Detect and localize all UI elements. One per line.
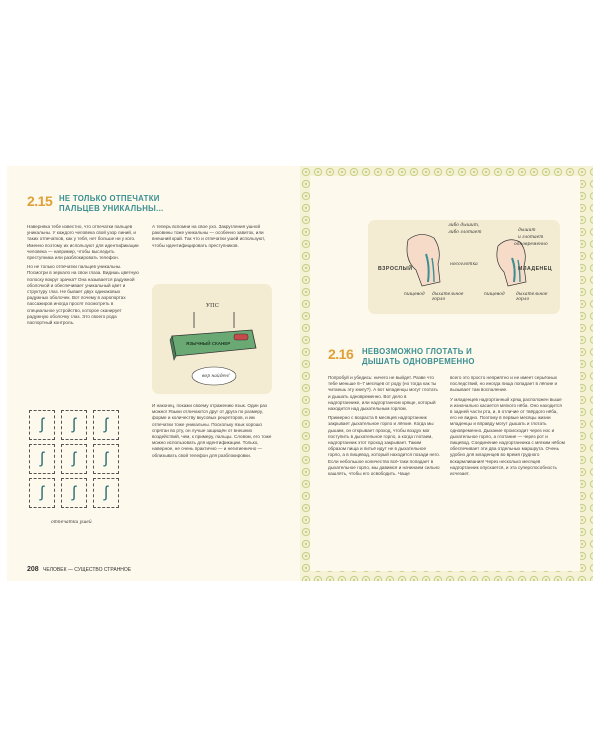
label-esophagus: пищевод xyxy=(404,292,425,297)
left-column-2-bottom xyxy=(152,403,272,462)
ear-print-icon: ʃ xyxy=(93,410,119,440)
ear-print-icon: ʃ xyxy=(61,410,87,440)
ear-print-icon: ʃ xyxy=(29,478,55,508)
label-nasopharynx: носоглотка xyxy=(450,262,478,267)
left-column-2-top xyxy=(152,224,272,252)
ear-print-icon: ʃ xyxy=(61,444,87,474)
label-simultaneously: одновременно xyxy=(514,242,548,247)
label-trachea: дыхательное горло xyxy=(516,292,548,302)
ear-print-icon: ʃ xyxy=(61,478,87,508)
running-title: ЧЕЛОВЕК — СУЩЕСТВО СТРАННОЕ xyxy=(43,567,132,573)
paragraph: Примерно с возраста 6 месяцев надгортанник закрывает дыхательное горло и лёгкие. Когда мы дышим, он открывает проход, чтобы воздух мог поступить в дыхательное горло, а когда глотаем, надгортанник этот проход закрывает. Таким образом пища и питьё идут не в дыхательное горло, а в пищевод, который находится позади него. Если небольшое количество всё-таки попадает в дыхательное горло, мы давимся и начинаем сильно кашлять, чтобы его освободить. Чаще xyxy=(328,415,440,477)
section-number: 2.15 xyxy=(27,193,53,209)
label-baby: МЛАДЕНЕЦ xyxy=(518,266,553,272)
tongue-scanner-illustration xyxy=(152,284,272,394)
ear-print-icon: ʃ xyxy=(93,478,119,508)
label-and-swallows: и глотает xyxy=(518,235,544,240)
left-column-1 xyxy=(27,224,142,329)
label-esophagus: пищевод xyxy=(484,292,505,297)
scanner-caption: вор найден! xyxy=(202,374,230,379)
right-content-area xyxy=(310,176,580,571)
ear-print-icon: ʃ xyxy=(29,410,55,440)
ear-print-icon: ʃ xyxy=(29,444,55,474)
label-breathes: дышит xyxy=(518,228,536,233)
label-or-swallows: либо глотает xyxy=(448,230,482,235)
section-number: 2.16 xyxy=(328,346,354,362)
ear-prints-grid xyxy=(29,410,121,514)
paragraph: А теперь вспомни на свое ухо. Закругления ушной раковины тоже уникальны — особенно завиток, или внешний край. Так что и отпечатки ушей используют, чтобы идентифицировать преступников. xyxy=(152,224,266,248)
scanner-label: ЯЗЫЧНЫЙ СКАНЕР xyxy=(186,341,231,346)
paragraph: всего это просто неприятно и не имеет серьёзных последствий, но иногда пища попадает в лёгкие и вызывает там воспаление. xyxy=(450,375,558,393)
paragraph: Попробуй и убедись: ничего не выйдет. Разве что тебе меньше 6–7 месяцев от роду (но тогда как ты читаешь эту книгу?). А вот младенцы могут глотать и дышать одновременно. Вот дело в надгортаннике, или надгортанном хряще, который находится над дыхательным горлом. xyxy=(328,375,438,412)
page-footer xyxy=(27,566,131,573)
book-spread xyxy=(7,166,593,581)
ear-caption: отпечатки ушей xyxy=(51,520,92,525)
page-number: 208 xyxy=(27,566,39,573)
right-column-2 xyxy=(450,375,565,480)
paragraph: И наконец, покажи своему отражению язык. Один раз можно! Языки отличаются друг от друга по размеру, форме и количеству вкусовых рецепторов, и им отпечатки тоже уникальны. Поскольку язык хорошо спрятан во рту, он лучше защищён от внешних воздействий, чем, к примеру, пальцы. Словом, его тоже можно использовать для идентификации. Только, наверное, не очень практично — и негигиенично — облизывать свой телефон для разблокировки. xyxy=(152,403,272,458)
paragraph: У младенцев надгортанный хрящ расположен выше и изначально касается мягкого нёба. Оно находится в задней части рта, и, в отличие от твёрдого нёба, его не видно. Поэтому в первые месяцы жизни младенцы и вправду могут дышать и глотать одновременно. Дыхание происходит через нос и дыхательное горло, а глотание — через рот и пищевод. Соединение надгортанника с мягким нёбом обеспечивает эти два отдельных маршрута. Очень удобно для младенцев во время грудного вскармливания! Через несколько месяцев надгортанник опускается, и эта суперспособность исчезает. xyxy=(450,396,565,477)
section-title: НЕ ТОЛЬКО ОТПЕЧАТКИ ПАЛЬЦЕВ УНИКАЛЬНЫ... xyxy=(59,194,164,213)
section-title: НЕВОЗМОЖНО ГЛОТАТЬ И ДЫШАТЬ ОДНОВРЕМЕННО xyxy=(362,347,475,366)
scanner-sign: УПС xyxy=(206,303,219,309)
label-adult: ВЗРОСЛЫЙ xyxy=(378,266,413,272)
right-page xyxy=(300,166,593,581)
label-either-breathes: либо дышит, xyxy=(448,223,480,228)
paragraph: Но не только отпечатки пальцев уникальны. Посмотри в зеркало на свои глаза. Видишь цветную полоску вокруг зрачка? Она называется радужной оболочкой и обеспечивает уникальный цвет и структуру глаз. Не бывает двух одинаковых радужных оболочек. Вот почему в аэропортах пассажиров иногда просят посмотреть в специальное устройство, которое сканирует радужную оболочку глаз. Это своего рода паспортный контроль. xyxy=(27,264,139,326)
paragraph: Наверняка тебе известно, что отпечатки пальцев уникальны. У каждого человека свой узор линий, и таких отпечатков, как у тебя, нет больше ни у кого. Именно поэтому их используют для идентификации человека — например, чтобы выследить преступника или разблокировать телефон. xyxy=(27,224,139,261)
left-page xyxy=(7,166,300,581)
label-trachea: дыхательное горло xyxy=(432,292,464,302)
throat-diagram xyxy=(368,220,560,314)
right-column-1 xyxy=(328,375,440,480)
ear-print-icon: ʃ xyxy=(93,444,119,474)
